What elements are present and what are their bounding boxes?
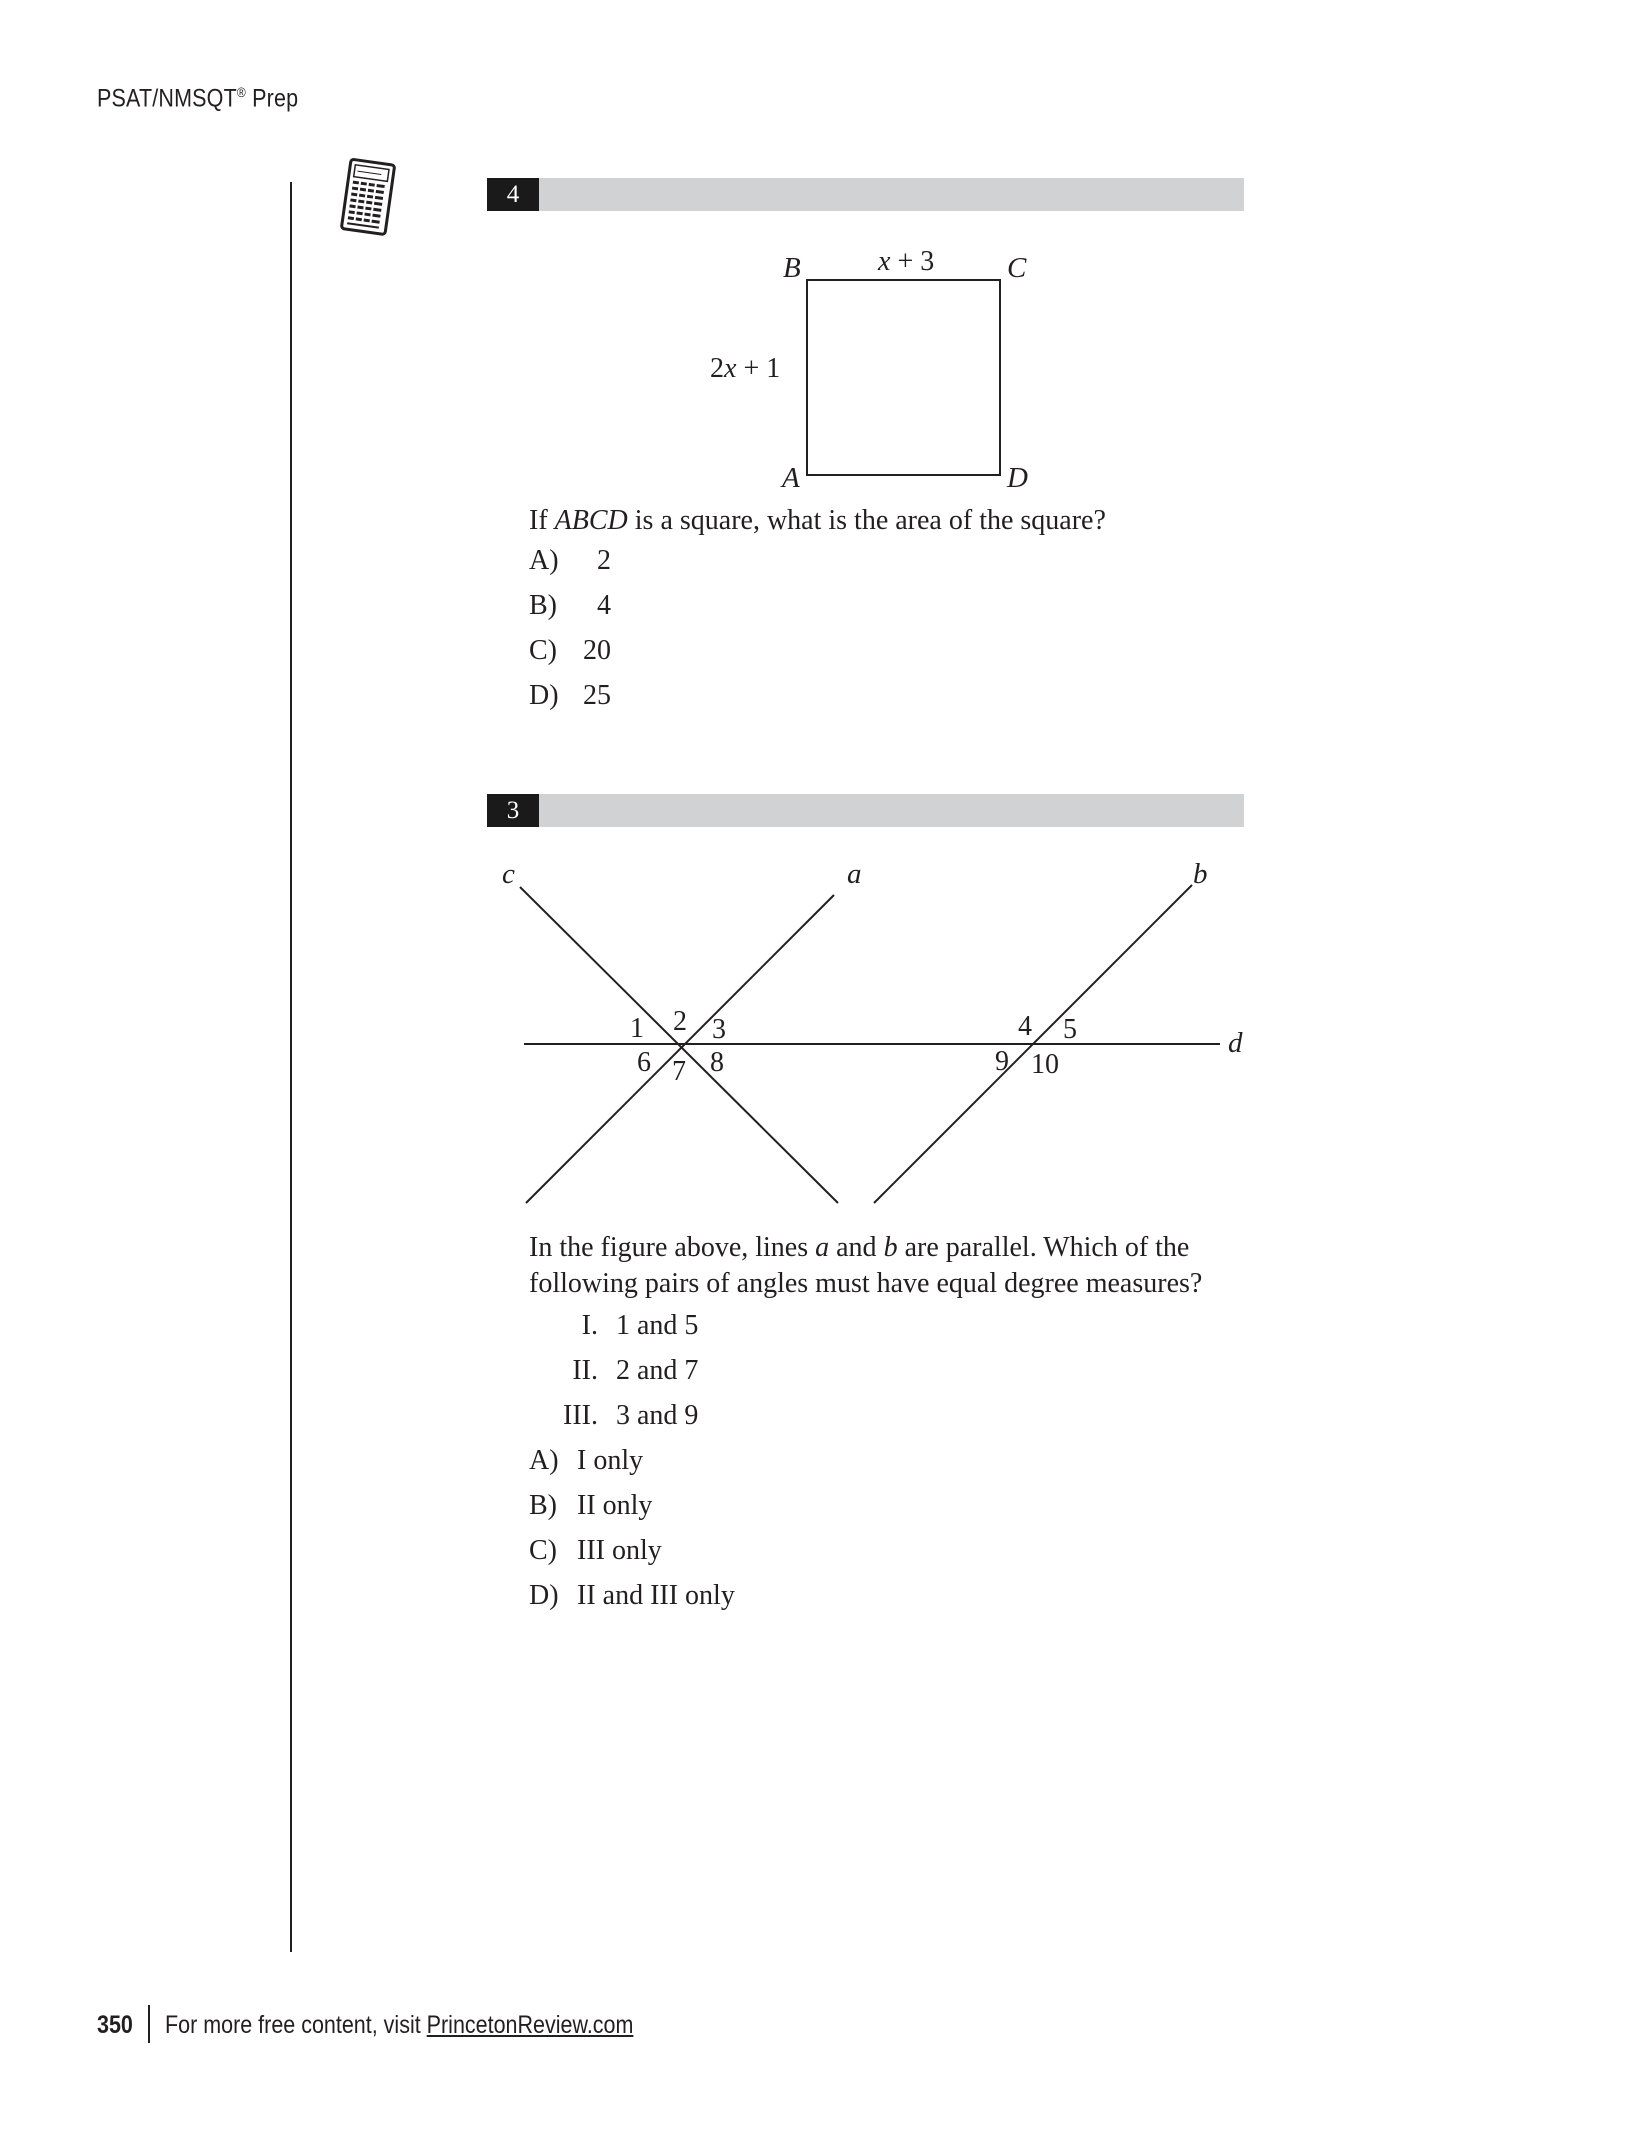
- vertex-d: D: [1007, 462, 1028, 494]
- angle-10: 10: [1031, 1049, 1059, 1080]
- angle-3: 3: [712, 1014, 726, 1045]
- question-number: 3: [487, 794, 539, 827]
- registered-mark: ®: [236, 84, 246, 100]
- choice-value: I only: [577, 1445, 644, 1476]
- angle-1: 1: [630, 1013, 644, 1044]
- statement-ii: [518, 1355, 698, 1387]
- stem-line-1: [529, 1230, 1202, 1266]
- stem-italic: ABCD: [554, 505, 628, 536]
- choice-label: A): [529, 1445, 559, 1476]
- stem-text: are parallel. Which of the: [897, 1232, 1190, 1263]
- statement-text: 3 and 9: [616, 1400, 699, 1431]
- question-3-stem: [529, 1230, 1202, 1302]
- top-side-rest: + 3: [890, 246, 935, 277]
- angle-6: 6: [637, 1047, 651, 1078]
- label-line-d: d: [1228, 1027, 1243, 1059]
- left-side-var: x: [724, 353, 737, 384]
- choice-label: D): [529, 680, 559, 711]
- choice-d[interactable]: [529, 1580, 735, 1612]
- angle-4: 4: [1018, 1011, 1032, 1042]
- statement-text: 2 and 7: [616, 1355, 699, 1386]
- choice-value: 20: [583, 635, 611, 666]
- choice-d[interactable]: [529, 680, 611, 712]
- angle-5: 5: [1063, 1014, 1077, 1045]
- vertex-c: C: [1007, 252, 1027, 284]
- square-abcd: [807, 280, 1000, 475]
- choice-value: II and III only: [577, 1580, 735, 1611]
- angle-9: 9: [995, 1046, 1009, 1077]
- statement-numeral: III.: [563, 1400, 598, 1431]
- top-side-var: x: [878, 246, 891, 277]
- footer-divider: [148, 2005, 150, 2043]
- footer-text: [165, 2011, 633, 2040]
- choice-label: A): [529, 545, 559, 576]
- stem-text: is a square, what is the area of the square?: [627, 505, 1106, 536]
- choice-label: D): [529, 1580, 559, 1611]
- choice-label: B): [529, 1490, 557, 1521]
- choice-c[interactable]: [529, 635, 611, 667]
- choice-a[interactable]: [529, 545, 611, 577]
- choice-value: 2: [597, 545, 611, 576]
- header-suffix: Prep: [252, 84, 299, 113]
- running-header: [97, 84, 298, 113]
- statement-numeral: I.: [581, 1310, 598, 1341]
- choice-value: II only: [577, 1490, 653, 1521]
- page-number: 350: [97, 2011, 133, 2039]
- choice-b[interactable]: [529, 1490, 652, 1522]
- choice-label: C): [529, 635, 557, 666]
- choice-value: 25: [583, 680, 611, 711]
- footer-prefix: For more free content, visit: [165, 2011, 427, 2039]
- label-line-a: a: [847, 858, 862, 890]
- vertex-b: B: [783, 252, 801, 284]
- stem-italic-a: a: [815, 1232, 830, 1263]
- angle-7: 7: [672, 1056, 686, 1087]
- choice-a[interactable]: [529, 1445, 643, 1477]
- label-line-c: c: [502, 858, 515, 890]
- choice-b[interactable]: [529, 590, 611, 622]
- statement-numeral: II.: [572, 1355, 598, 1386]
- label-line-b: b: [1193, 858, 1208, 890]
- angle-2: 2: [673, 1006, 687, 1037]
- stem-text: and: [829, 1232, 884, 1263]
- princeton-review-link[interactable]: PrincetonReview.com: [426, 2011, 634, 2039]
- line-a: [526, 895, 834, 1203]
- stem-line-2: following pairs of angles must have equal degree measures?: [529, 1268, 1203, 1299]
- question-4-stem: [529, 503, 1106, 539]
- stem-italic-b: b: [883, 1232, 898, 1263]
- statement-iii: [518, 1400, 698, 1432]
- angle-8: 8: [710, 1047, 724, 1078]
- square-figure: [700, 240, 1100, 500]
- parallel-lines-figure: [480, 850, 1280, 1230]
- left-side-coef: 2: [710, 353, 724, 384]
- choice-label: C): [529, 1535, 557, 1566]
- header-title: PSAT/NMSQT: [97, 84, 237, 113]
- statement-text: 1 and 5: [616, 1310, 699, 1341]
- left-side-rest: + 1: [736, 353, 781, 384]
- choice-c[interactable]: [529, 1535, 662, 1567]
- choice-value: 4: [597, 590, 611, 621]
- left-side-label: [710, 353, 780, 384]
- stem-text: In the figure above, lines: [529, 1232, 816, 1263]
- vertex-a: A: [782, 462, 800, 494]
- calculator-icon: [338, 158, 400, 236]
- question-number: 4: [487, 178, 539, 211]
- question-4-bar: [487, 178, 1244, 211]
- statement-i: [518, 1310, 698, 1342]
- choice-label: B): [529, 590, 557, 621]
- question-3-bar: [487, 794, 1244, 827]
- margin-rule: [290, 182, 292, 1952]
- top-side-label: [877, 246, 934, 277]
- stem-text: If: [529, 505, 555, 536]
- choice-value: III only: [577, 1535, 662, 1566]
